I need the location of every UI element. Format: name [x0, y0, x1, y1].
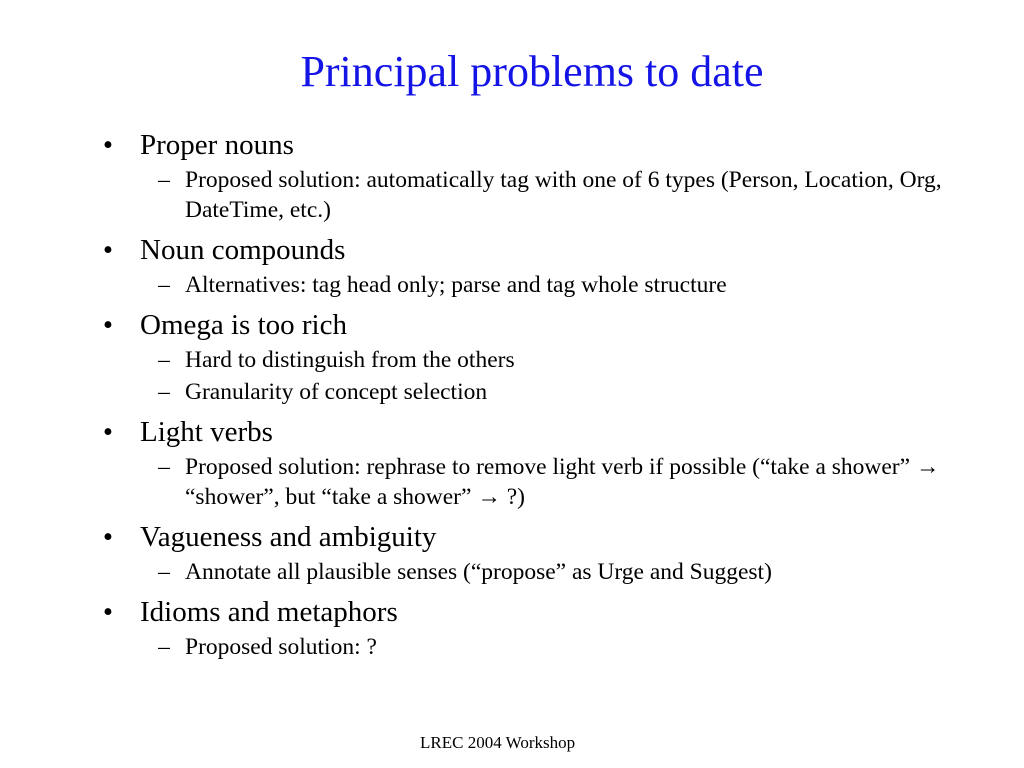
sub-list — [140, 452, 998, 512]
dash-icon: – — [158, 347, 170, 373]
bullet-text: Vagueness and ambiguity — [140, 521, 437, 553]
bullet-icon: • — [102, 521, 114, 553]
dash-icon: – — [158, 167, 170, 193]
sub-item — [140, 557, 998, 587]
sub-item — [140, 632, 998, 662]
sub-text: Proposed solution: automatically tag with one of 6 types (Person, Location, Org, DateTime, etc.) — [185, 167, 942, 223]
bullet-item — [98, 126, 998, 225]
bullet-text: Proper nouns — [140, 129, 294, 161]
dash-icon: – — [158, 634, 170, 660]
dash-icon: – — [158, 559, 170, 585]
sub-item — [140, 452, 998, 512]
bullet-item — [98, 413, 998, 512]
sub-list — [140, 270, 998, 300]
slide-footer: LREC 2004 Workshop — [420, 733, 576, 752]
sub-text: Proposed solution: ? — [185, 634, 377, 660]
dash-icon: – — [158, 272, 170, 298]
sub-item — [140, 377, 998, 407]
sub-list — [140, 345, 998, 407]
sub-text: Annotate all plausible senses (“propose” as Urge and Suggest) — [185, 559, 772, 585]
bullet-icon: • — [102, 309, 114, 341]
sub-item — [140, 345, 998, 375]
bullet-item — [98, 593, 998, 662]
sub-text: Alternatives: tag head only; parse and tag whole structure — [185, 272, 727, 298]
bullet-icon: • — [102, 596, 114, 628]
bullet-text: Idioms and metaphors — [140, 596, 398, 628]
dash-icon: – — [158, 454, 170, 480]
bullet-icon: • — [102, 129, 114, 161]
bullet-item — [98, 231, 998, 300]
bullet-item — [98, 306, 998, 407]
bullet-list — [98, 126, 998, 668]
bullet-text: Omega is too rich — [140, 309, 347, 341]
bullet-item — [98, 518, 998, 587]
bullet-icon: • — [102, 234, 114, 266]
bullet-icon: • — [102, 416, 114, 448]
sub-item — [140, 270, 998, 300]
sub-item — [140, 165, 998, 225]
dash-icon: – — [158, 379, 170, 405]
sub-text: Proposed solution: rephrase to remove light verb if possible (“take a shower” → “shower”, but “take a shower” → ?) — [185, 454, 940, 510]
bullet-text: Light verbs — [140, 416, 273, 448]
sub-list — [140, 632, 998, 662]
sub-text: Hard to distinguish from the others — [185, 347, 515, 373]
slide-title: Principal problems to date — [300, 47, 764, 96]
sub-text: Granularity of concept selection — [185, 379, 488, 405]
sub-list — [140, 165, 998, 225]
bullet-text: Noun compounds — [140, 234, 346, 266]
sub-list — [140, 557, 998, 587]
